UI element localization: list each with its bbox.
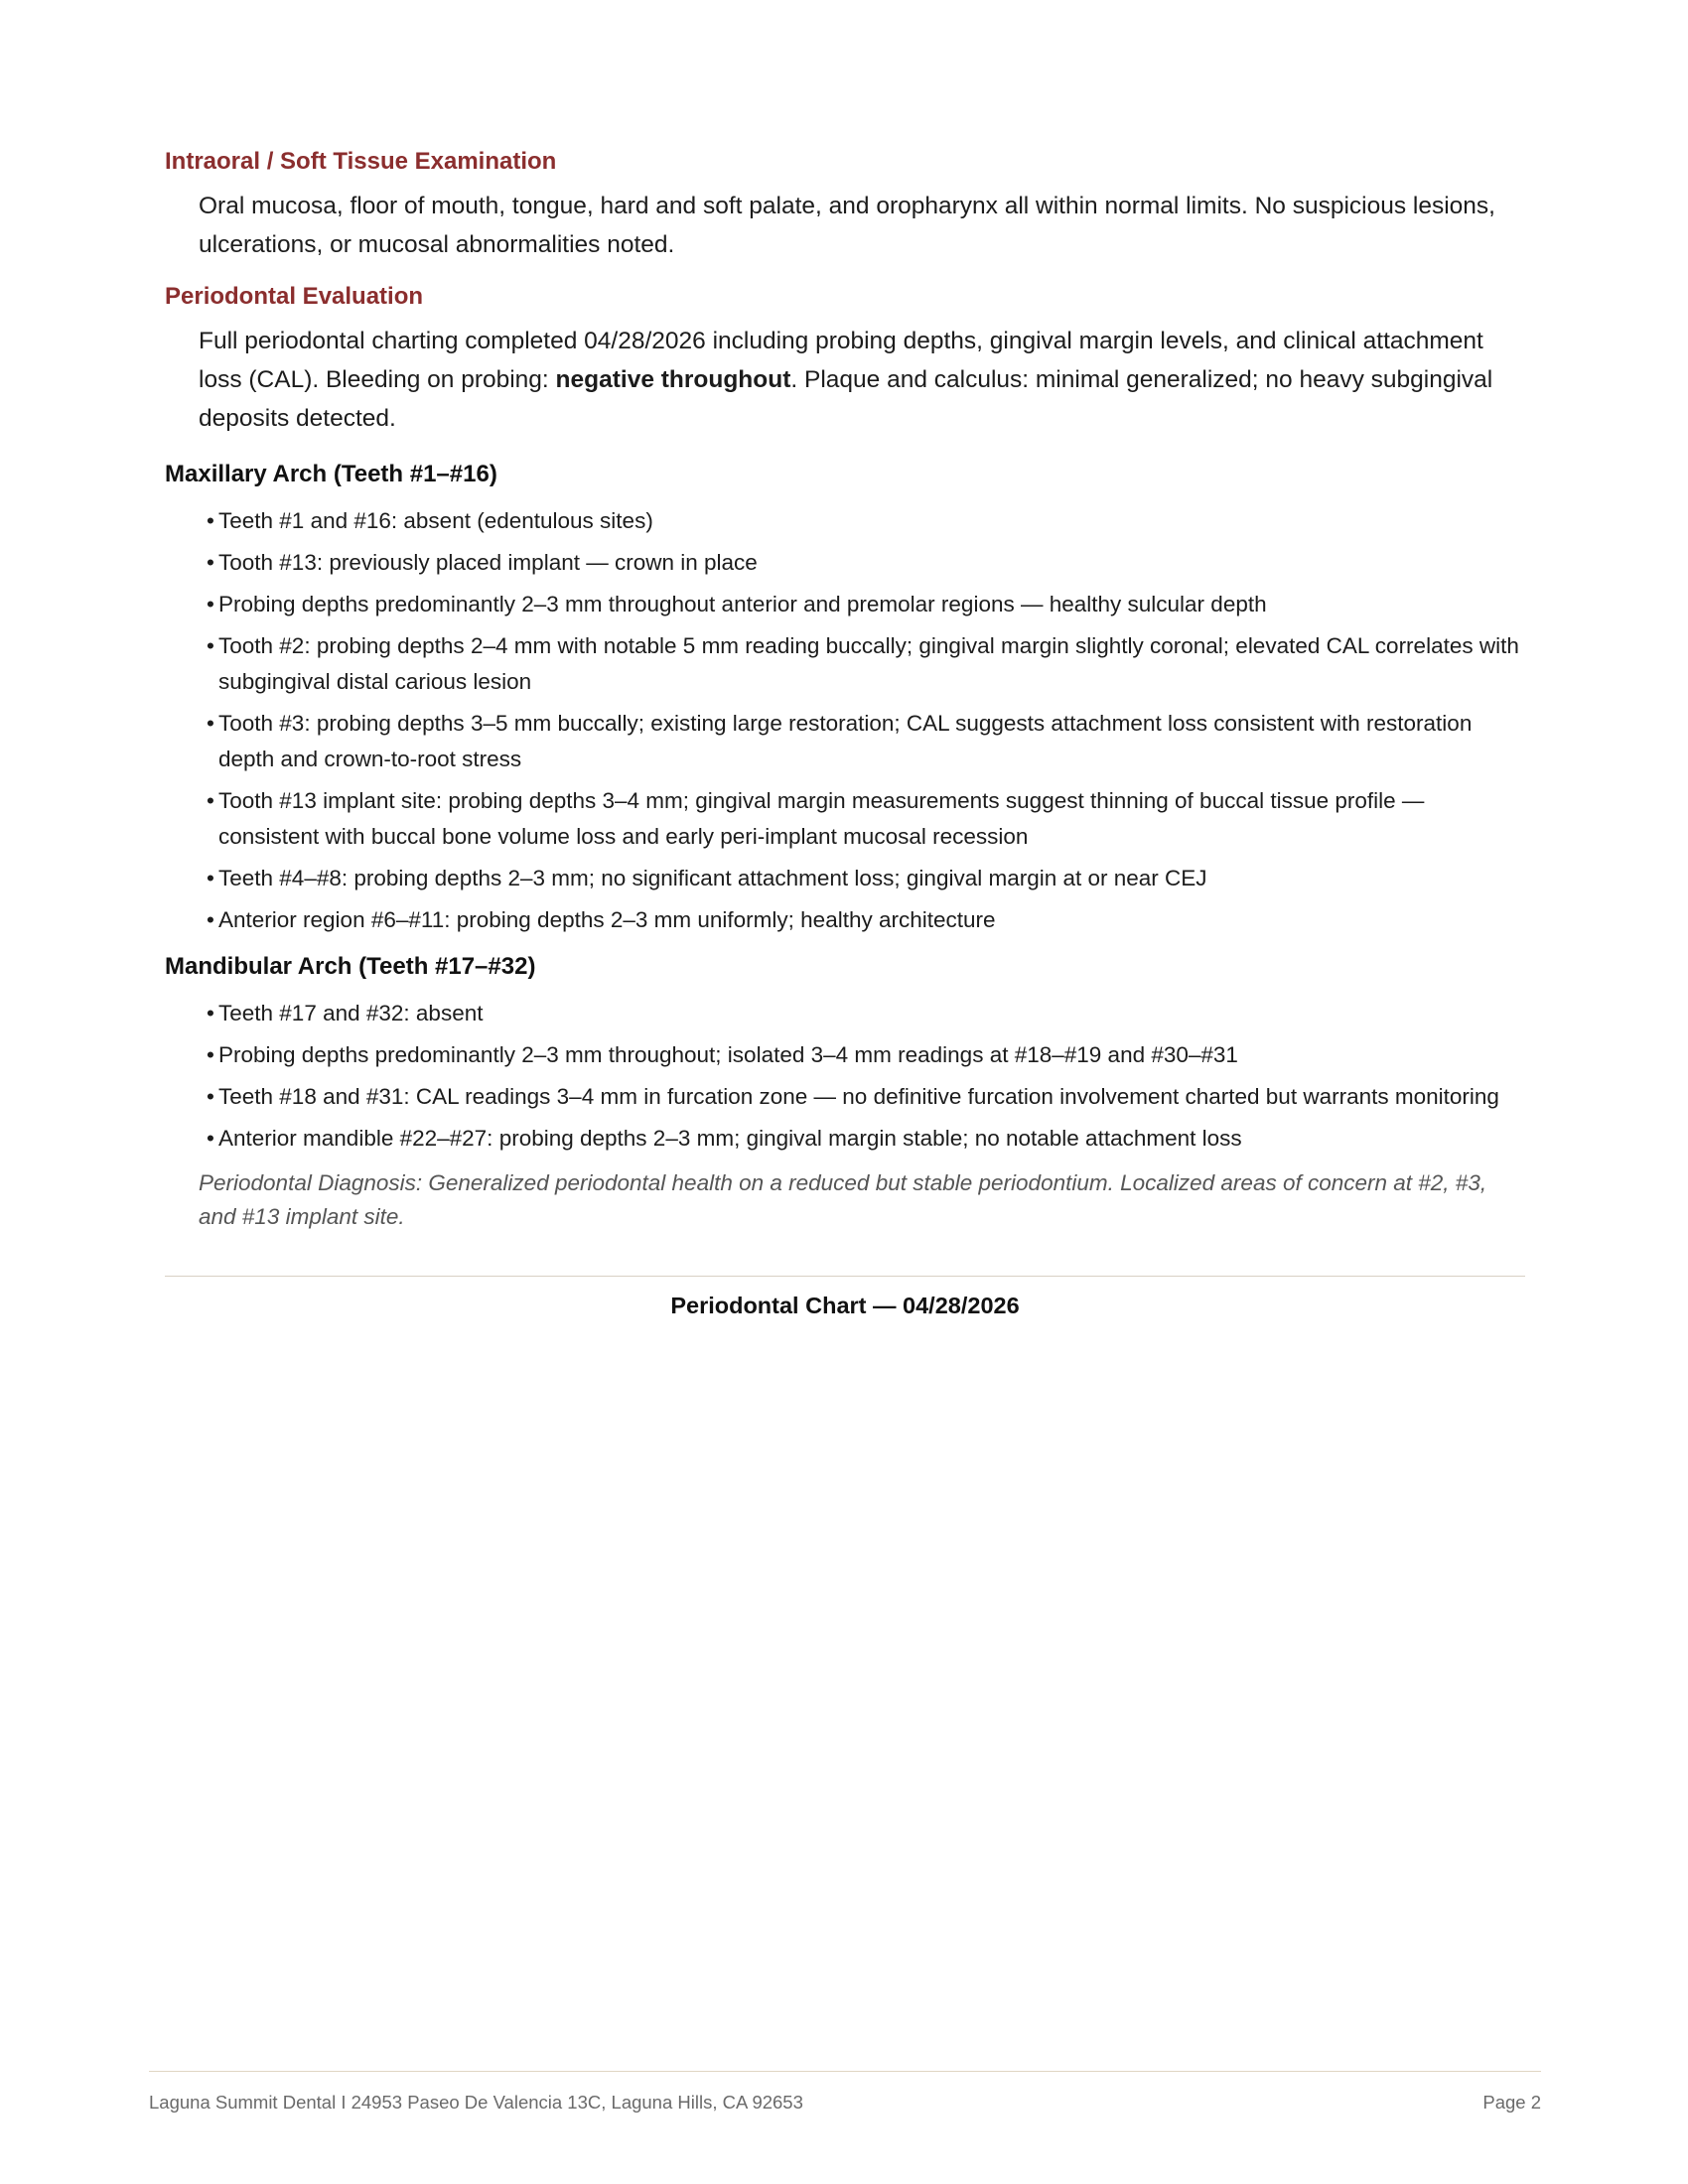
list-item: • Probing depths predominantly 2–3 mm throughout anterior and premolar regions — healthy sulcular depth — [207, 592, 1267, 616]
periodontal-diagnosis: Periodontal Diagnosis: Generalized periodontal health on a reduced but stable periodontium. Localized areas of concern at #2, #3, and #13 implant site. — [199, 1170, 1487, 1229]
periodontal-section-body — [199, 322, 1525, 438]
page-footer — [149, 2071, 1541, 2113]
periodontal-body-part2: . Plaque and calculus: minimal generalized; no heavy subgingival deposits detected. — [199, 366, 1493, 432]
list-item: • Tooth #13: previously placed implant — crown in place — [207, 550, 758, 575]
mandibular-findings-list — [199, 996, 1525, 1157]
mandibular-arch-heading: Mandibular Arch (Teeth #17–#32) — [165, 953, 536, 980]
bleeding-result: negative throughout — [555, 366, 791, 393]
list-item: • Tooth #13 implant site: probing depths 3–4 mm; gingival margin measurements suggest thinning of buccal tissue profile — consistent with buccal bone volume loss and early peri-implant mucosal recession — [207, 788, 1425, 849]
list-item: • Probing depths predominantly 2–3 mm throughout; isolated 3–4 mm readings at #18–#19 and #30–#31 — [207, 1042, 1238, 1067]
periodontal-chart-title: Periodontal Chart — 04/28/2026 — [670, 1293, 1020, 1318]
intraoral-section-body: Oral mucosa, floor of mouth, tongue, hard and soft palate, and oropharynx all within normal limits. No suspicious lesions, ulcerations, or mucosal abnormalities noted. — [199, 193, 1495, 258]
intraoral-section-title: Intraoral / Soft Tissue Examination — [165, 148, 557, 175]
list-item: • Teeth #17 and #32: absent — [207, 1001, 484, 1025]
list-item: • Teeth #1 and #16: absent (edentulous sites) — [207, 508, 653, 533]
section-divider — [165, 1276, 1525, 1277]
footer-practice-address: Laguna Summit Dental I 24953 Paseo De Valencia 13C, Laguna Hills, CA 92653 — [149, 2092, 803, 2113]
periodontal-section-title: Periodontal Evaluation — [165, 283, 424, 310]
list-item: • Teeth #4–#8: probing depths 2–3 mm; no significant attachment loss; gingival margin at or near CEJ — [207, 866, 1207, 890]
list-item: • Anterior region #6–#11: probing depths 2–3 mm uniformly; healthy architecture — [207, 907, 996, 932]
list-item: • Tooth #3: probing depths 3–5 mm buccally; existing large restoration; CAL suggests attachment loss consistent with restoration depth and crown-to-root stress — [207, 711, 1473, 771]
maxillary-findings-list — [199, 503, 1525, 938]
footer-page-number: Page 2 — [1482, 2092, 1541, 2113]
document-page — [165, 147, 1525, 1319]
periodontal-body-part1: Full periodontal charting completed 04/28/2026 including probing depths, gingival margin levels, and clinical attachment loss (CAL). Bleeding on probing: — [199, 328, 1483, 393]
list-item: • Anterior mandible #22–#27: probing depths 2–3 mm; gingival margin stable; no notable attachment loss — [207, 1126, 1242, 1151]
list-item: • Tooth #2: probing depths 2–4 mm with notable 5 mm reading buccally; gingival margin slightly coronal; elevated CAL correlates with subgingival distal carious lesion — [207, 633, 1519, 694]
list-item: • Teeth #18 and #31: CAL readings 3–4 mm in furcation zone — no definitive furcation involvement charted but warrants monitoring — [207, 1084, 1499, 1109]
maxillary-arch-heading: Maxillary Arch (Teeth #1–#16) — [165, 461, 497, 487]
